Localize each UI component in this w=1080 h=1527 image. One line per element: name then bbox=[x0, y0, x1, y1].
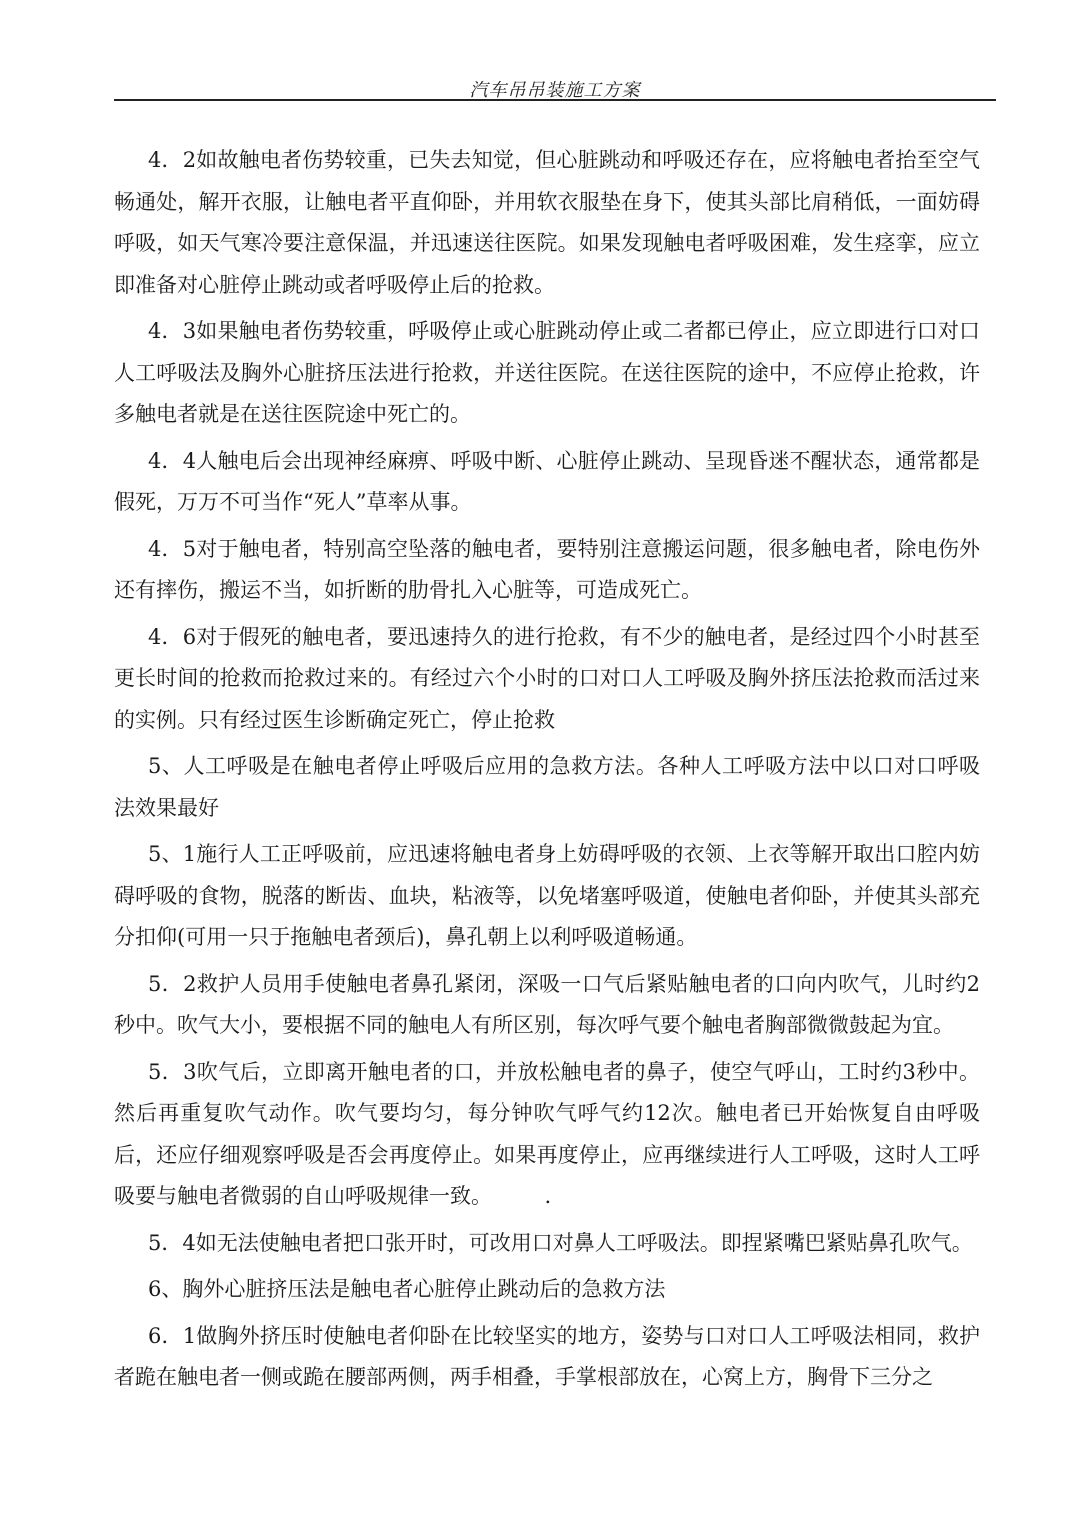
paragraph-6-1: 6．1做胸外挤压时使触电者仰卧在比较坚实的地方，姿势与口对口人工呼吸法相同，救护者跪在触电者一侧或跪在腰部两侧，两手相叠，手掌根部放在，心窝上方，胸骨下三分之 bbox=[114, 1323, 980, 1389]
header-divider bbox=[114, 99, 996, 101]
paragraph-5: 5、人工呼吸是在触电者停止呼吸后应用的急救方法。各种人工呼吸方法中以口对口呼吸法效果最好 bbox=[114, 754, 980, 820]
paragraph-5-2: 5．2救护人员用手使触电者鼻孔紧闭，深吸一口气后紧贴触电者的口向内吹气，儿时约2秒中。吹气大小，要根据不同的触电人有所区别，每次呼气要个触电者胸部微微鼓起为宜。 bbox=[114, 971, 980, 1037]
paragraph-5-1: 5、1施行人工正呼吸前，应迅速将触电者身上妨碍呼吸的衣领、上衣等解开取出口腔内妨碍呼吸的食物，脱落的断齿、血块，粘液等，以免堵塞呼吸道，使触电者仰卧，并使其头部充分扣仰(可用一只于拖触电者颈后)，鼻孔朝上以利呼吸道畅通。 bbox=[114, 842, 980, 949]
paragraph-4-5: 4．5对于触电者，特别高空坠落的触电者，要特别注意搬运问题，很多触电者，除电伤外还有摔伤，搬运不当，如折断的肋骨扎入心脏等，可造成死亡。 bbox=[114, 536, 980, 602]
page-header-title: 汽车吊吊装施工方案 bbox=[469, 80, 641, 101]
paragraph-4-4: 4．4人触电后会出现神经麻痹、呼吸中断、心脏停止跳动、呈现昏迷不醒状态，通常都是假死，万万不可当作“死人”草率从事。 bbox=[114, 448, 980, 514]
document-body bbox=[114, 140, 980, 1404]
paragraph-4-3: 4．3如果触电者伤势较重，呼吸停止或心脏跳动停止或二者都已停止，应立即进行口对口人工呼吸法及胸外心脏挤压法进行抢救，并送往医院。在送往医院的途中，不应停止抢救，许多触电者就是在送往医院途中死亡的。 bbox=[114, 319, 980, 426]
paragraph-5-3: 5．3吹气后，立即离开触电者的口，并放松触电者的鼻子，使空气呼山，工时约3秒中。然后再重复吹气动作。吹气要均匀，每分钟吹气呼气约12次。触电者已开始恢复自由呼吸后，还应仔细观察呼吸是否会再度停止。如果再度停止，应再继续进行人工呼吸，这时人工呼吸要与触电者微弱的自山呼吸规律一致。 . bbox=[114, 1059, 980, 1208]
paragraph-4-2: 4．2如故触电者伤势较重，已失去知觉，但心脏跳动和呼吸还存在，应将触电者抬至空气畅通处，解开衣服，让触电者平直仰卧，并用软衣服垫在身下，使其头部比肩稍低，一面妨碍呼吸，如天气寒冷要注意保温，并迅速送往医院。如果发现触电者呼吸困难，发生痉挛，应立即准备对心脏停止跳动或者呼吸停止后的抢救。 bbox=[114, 148, 980, 297]
paragraph-4-6: 4．6对于假死的触电者，要迅速持久的进行抢救，有不少的触电者，是经过四个小时甚至更长时间的抢救而抢救过来的。有经过六个小时的口对口人工呼吸及胸外挤压法抢救而活过来的实例。只有经过医生诊断确定死亡，停止抢救 bbox=[114, 624, 980, 732]
paragraph-5-4: 5．4如无法使触电者把口张开时，可改用口对鼻人工呼吸法。即捏紧嘴巴紧贴鼻孔吹气。 bbox=[148, 1230, 973, 1255]
paragraph-6: 6、胸外心脏挤压法是触电者心脏停止跳动后的急救方法 bbox=[148, 1277, 666, 1301]
